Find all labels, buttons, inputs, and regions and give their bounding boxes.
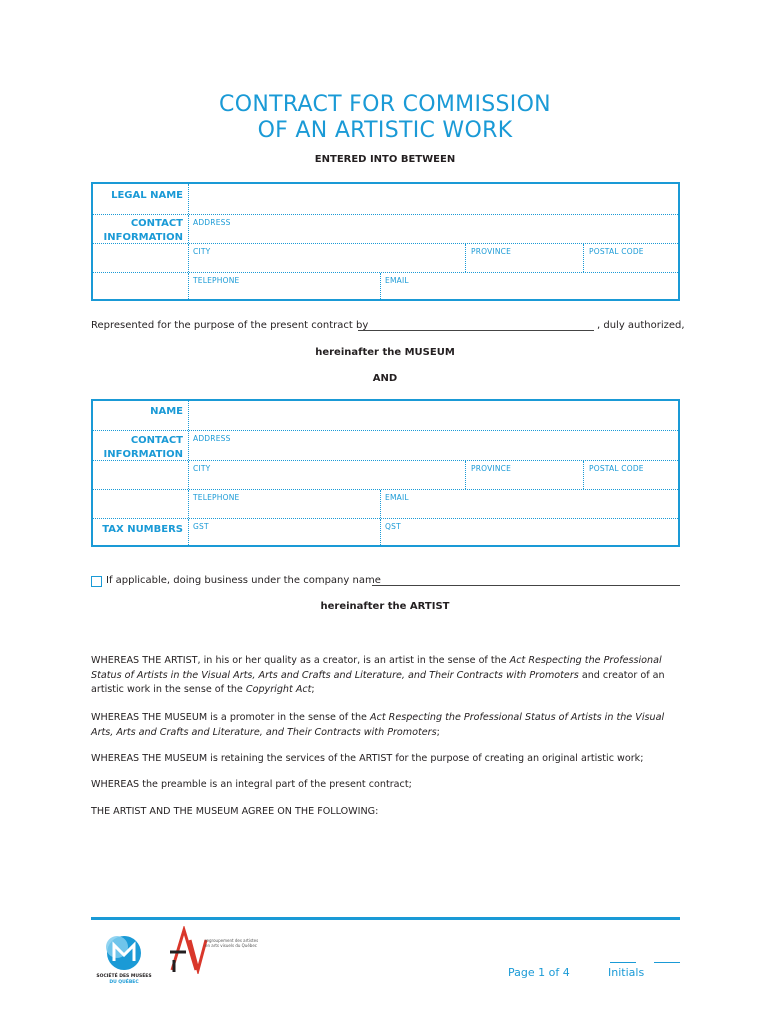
artist-info-box bbox=[91, 399, 680, 547]
artist-city-row bbox=[93, 461, 678, 490]
footer-rule bbox=[91, 917, 680, 920]
artist-contact-info-label: CONTACT INFORMATION bbox=[103, 435, 183, 460]
whereas-artist-paragraph: WHEREAS THE ARTIST, in his or her quality as a creator, is an artist in the sense of the Act Respecting the Professional Status of Artists in the Visual Arts, Arts and Crafts and Literature, and Their Contracts with Promoters and creator of an artistic work in the sense of the Copyright Act; bbox=[91, 655, 665, 695]
telephone-field[interactable]: TELEPHONE bbox=[193, 276, 240, 285]
and-text: AND bbox=[372, 373, 398, 384]
artist-address-row bbox=[93, 431, 678, 461]
province-field[interactable]: PROVINCE bbox=[471, 247, 512, 256]
tax-numbers-label: TAX NUMBERS bbox=[102, 524, 183, 535]
raav-logo-icon bbox=[168, 926, 208, 974]
represented-prefix: Represented for the purpose of the present contract by bbox=[91, 320, 369, 331]
email-field[interactable]: EMAIL bbox=[385, 276, 409, 285]
legal-name-row bbox=[93, 184, 678, 215]
whereas-services-paragraph: WHEREAS THE MUSEUM is retaining the services of the ARTIST for the purpose of creating an original artistic work; bbox=[91, 753, 644, 764]
artist-telephone-row bbox=[93, 490, 678, 519]
artist-address-field[interactable]: ADDRESS bbox=[193, 434, 231, 443]
initials-line-1[interactable] bbox=[610, 962, 636, 963]
agreement-heading: THE ARTIST AND THE MUSEUM AGREE ON THE FOLLOWING: bbox=[91, 806, 379, 817]
telephone-row bbox=[93, 273, 678, 301]
title-line-2: OF AN ARTISTIC WORK bbox=[257, 118, 513, 143]
raav-logo-text: regroupement des artistes en arts visuels du Québec bbox=[205, 938, 259, 948]
company-text: If applicable, doing business under the company name bbox=[106, 575, 381, 586]
artist-email-field[interactable]: EMAIL bbox=[385, 493, 409, 502]
museum-info-box bbox=[91, 182, 680, 301]
whereas-preamble-paragraph: WHEREAS the preamble is an integral part of the present contract; bbox=[91, 779, 412, 790]
artist-postal-code-field[interactable]: POSTAL CODE bbox=[589, 464, 644, 473]
subtitle: ENTERED INTO BETWEEN bbox=[314, 154, 456, 165]
contact-info-label: CONTACT INFORMATION bbox=[103, 218, 183, 243]
address-row bbox=[93, 215, 678, 244]
page-number: Page 1 of 4 bbox=[508, 966, 570, 979]
legal-name-label: LEGAL NAME bbox=[111, 190, 183, 201]
document-title bbox=[0, 92, 770, 144]
tax-numbers-row bbox=[93, 519, 678, 547]
initials-label: Initials bbox=[608, 966, 645, 979]
hereinafter-artist: hereinafter the ARTIST bbox=[320, 601, 450, 612]
whereas-museum-paragraph: WHEREAS THE MUSEUM is a promoter in the sense of the Act Respecting the Professional Status of Artists in the Visual Arts, Arts and Crafts and Literature, and Their Contracts with Promoters; bbox=[91, 712, 665, 738]
city-row bbox=[93, 244, 678, 273]
title-line-1: CONTRACT FOR COMMISSION bbox=[219, 92, 551, 117]
hereinafter-museum: hereinafter the MUSEUM bbox=[315, 347, 455, 358]
gst-field[interactable]: GST bbox=[193, 522, 209, 531]
artist-city-field[interactable]: CITY bbox=[193, 464, 211, 473]
represented-suffix: , duly authorized, bbox=[597, 320, 685, 331]
representative-name-field[interactable] bbox=[358, 330, 594, 331]
name-label: NAME bbox=[150, 406, 183, 417]
artist-name-field[interactable] bbox=[189, 401, 678, 430]
city-field[interactable]: CITY bbox=[193, 247, 211, 256]
address-field[interactable]: ADDRESS bbox=[193, 218, 231, 227]
postal-code-field[interactable]: POSTAL CODE bbox=[589, 247, 644, 256]
name-row bbox=[93, 401, 678, 431]
artist-telephone-field[interactable]: TELEPHONE bbox=[193, 493, 240, 502]
artist-province-field[interactable]: PROVINCE bbox=[471, 464, 512, 473]
company-name-field[interactable] bbox=[372, 585, 680, 586]
legal-name-field[interactable] bbox=[189, 184, 678, 214]
company-checkbox[interactable] bbox=[91, 576, 102, 587]
qst-field[interactable]: QST bbox=[385, 522, 401, 531]
smq-logo-text: SOCIÉTÉ DES MUSÉES DU QUÉBEC bbox=[96, 974, 152, 985]
initials-line-2[interactable] bbox=[654, 962, 680, 963]
